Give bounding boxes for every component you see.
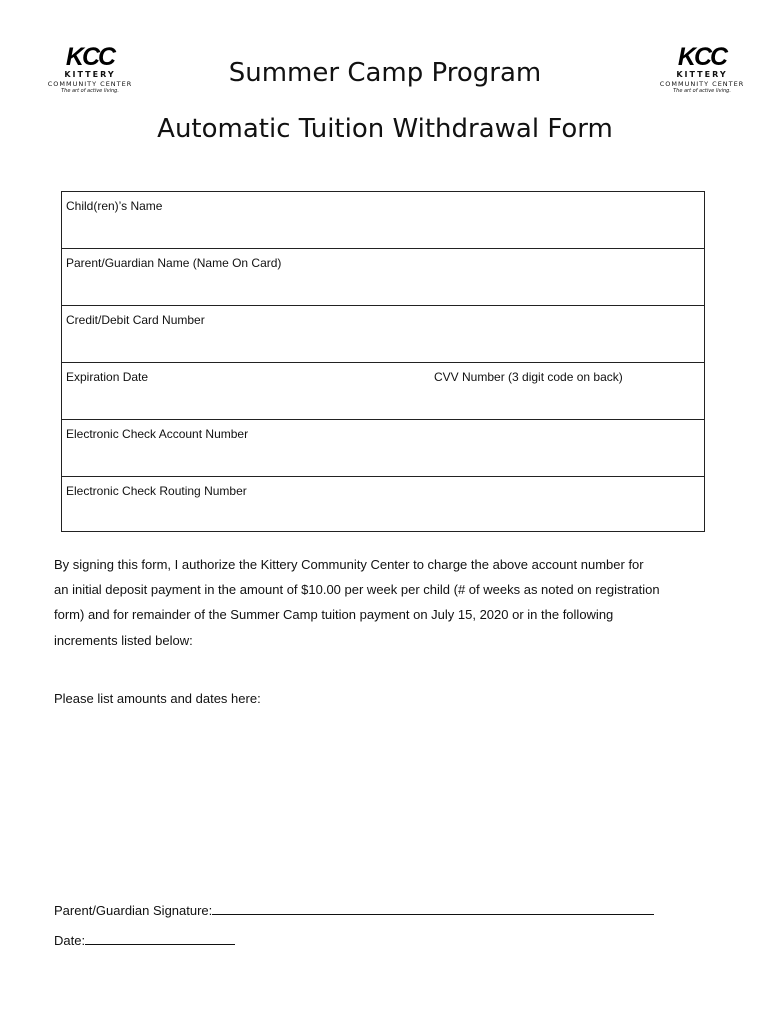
check-routing-label: Electronic Check Routing Number bbox=[66, 484, 247, 498]
logo-tagline: The art of active living. bbox=[673, 88, 731, 94]
signature-line[interactable] bbox=[212, 901, 654, 915]
signature-label: Parent/Guardian Signature: bbox=[54, 903, 213, 918]
date-row bbox=[54, 931, 235, 948]
payment-info-table bbox=[61, 191, 705, 532]
date-label: Date: bbox=[54, 933, 86, 948]
page-title: Summer Camp Program bbox=[228, 58, 542, 88]
page-subtitle: Automatic Tuition Withdrawal Form bbox=[157, 114, 613, 144]
date-line[interactable] bbox=[85, 931, 235, 945]
parent-name-field[interactable] bbox=[62, 249, 704, 306]
card-number-label: Credit/Debit Card Number bbox=[66, 313, 205, 327]
logo-org-line2: COMMUNITY CENTER bbox=[47, 80, 133, 88]
logo-tagline: The art of active living. bbox=[61, 88, 119, 94]
children-name-field[interactable] bbox=[62, 192, 704, 249]
expiration-cvv-row[interactable] bbox=[62, 363, 704, 420]
logo-org-line1: KITTERY bbox=[676, 70, 728, 79]
check-routing-field[interactable] bbox=[62, 477, 704, 531]
expiration-label: Expiration Date bbox=[66, 370, 149, 384]
authorization-line: increments listed below: bbox=[54, 633, 193, 648]
logo-org-line2: COMMUNITY CENTER bbox=[659, 80, 745, 88]
authorization-text bbox=[54, 552, 724, 627]
authorization-line: form) and for remainder of the Summer Camp tuition payment on July 15, 2020 or in the following bbox=[54, 607, 614, 622]
check-account-field[interactable] bbox=[62, 420, 704, 477]
cvv-label: CVV Number (3 digit code on back) bbox=[434, 370, 623, 384]
authorization-line: By signing this form, I authorize the Kittery Community Center to charge the above account number for bbox=[54, 557, 644, 572]
amounts-prompt: Please list amounts and dates here: bbox=[54, 691, 261, 706]
children-name-label: Child(ren)’s Name bbox=[66, 199, 163, 213]
check-account-label: Electronic Check Account Number bbox=[66, 427, 249, 441]
signature-row bbox=[54, 901, 654, 918]
card-number-field[interactable] bbox=[62, 306, 704, 363]
authorization-line: an initial deposit payment in the amount of $10.00 per week per child (# of weeks as noted on registration bbox=[54, 582, 660, 597]
logo-mark: KCC bbox=[65, 43, 115, 71]
parent-name-label: Parent/Guardian Name (Name On Card) bbox=[66, 256, 282, 270]
logo-org-line1: KITTERY bbox=[64, 70, 116, 79]
logo-mark: KCC bbox=[677, 43, 727, 71]
